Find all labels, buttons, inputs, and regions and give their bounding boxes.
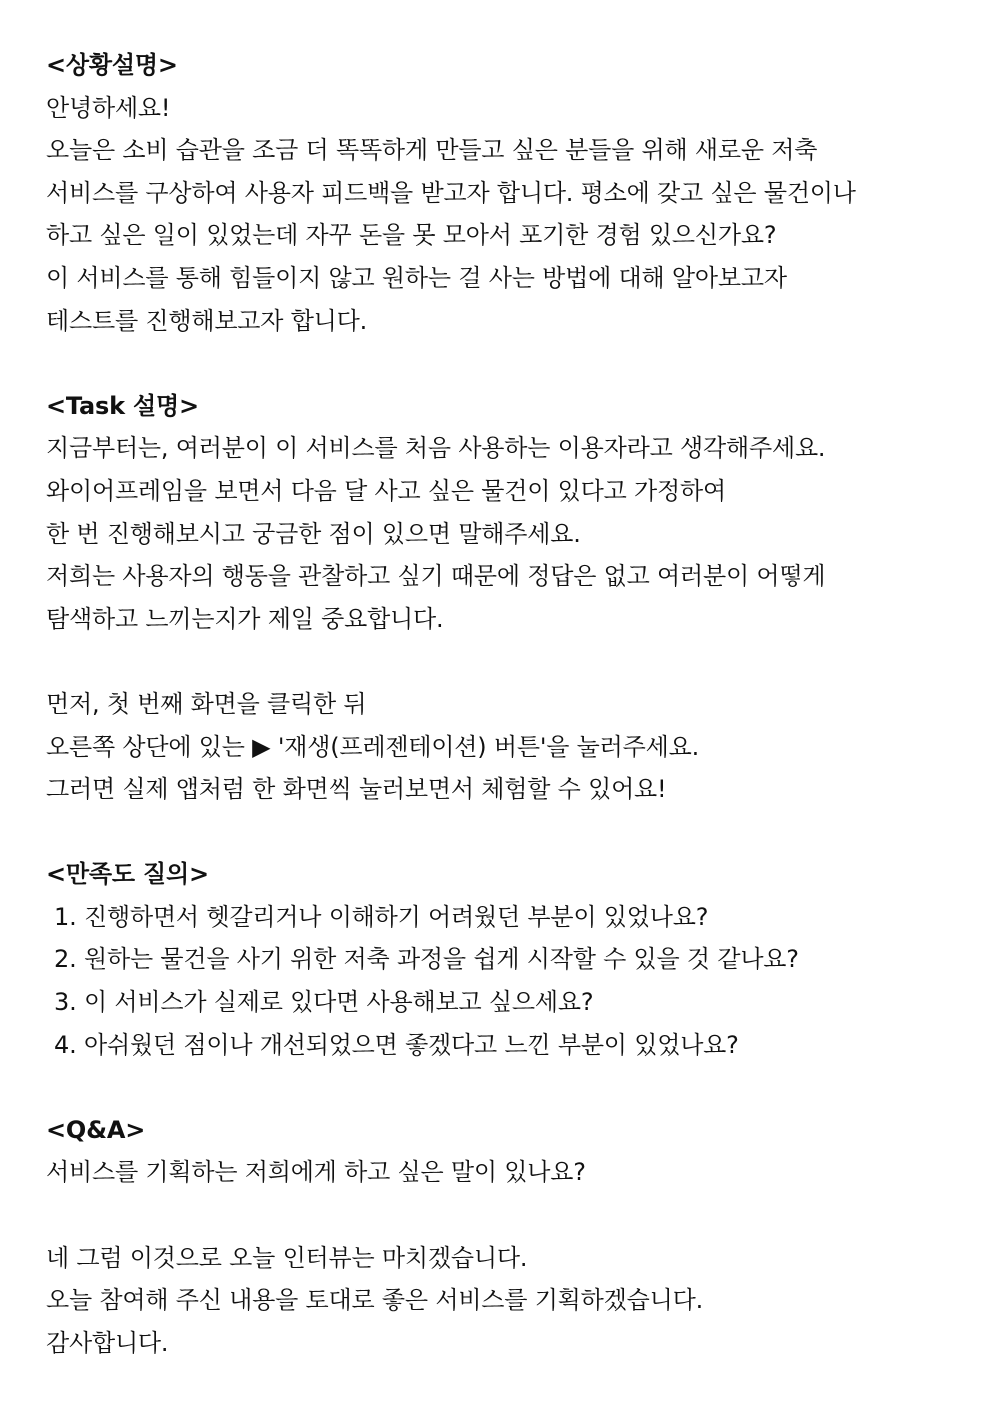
satisfaction-question <box>46 981 954 1024</box>
situation-line: 이 서비스를 통해 힘들이지 않고 원하는 걸 사는 방법에 대해 알아보고자 <box>46 263 787 292</box>
section-spacer <box>46 640 954 683</box>
task-line: 지금부터는, 여러분이 이 서비스를 처음 사용하는 이용자라고 생각해주세요. <box>46 434 826 463</box>
question-number: 4. <box>54 1030 77 1059</box>
question-text: 원하는 물건을 사기 위한 저축 과정을 쉽게 시작할 수 있을 것 같나요? <box>84 945 799 974</box>
closing-line: 감사합니다. <box>46 1328 169 1357</box>
question-number: 1. <box>54 902 77 931</box>
qa-question: 서비스를 기획하는 저희에게 하고 싶은 말이 있나요? <box>46 1158 586 1187</box>
situation-line: 오늘은 소비 습관을 조금 더 똑똑하게 만들고 싶은 분들을 위해 새로운 저축 <box>46 136 818 165</box>
section-spacer <box>46 1194 954 1237</box>
situation-line: 테스트를 진행해보고자 합니다. <box>46 306 368 335</box>
satisfaction-question <box>46 896 954 939</box>
instruction-line: 오른쪽 상단에 있는 ▶ '재생(프레젠테이션) 버튼'을 눌러주세요. <box>46 732 699 761</box>
closing-line: 오늘 참여해 주신 내용을 토대로 좋은 서비스를 기획하겠습니다. <box>46 1286 704 1315</box>
satisfaction-heading: <만족도 질의> <box>46 860 209 889</box>
instruction-line: 먼저, 첫 번째 화면을 클릭한 뒤 <box>46 689 367 718</box>
task-heading: <Task 설명> <box>46 391 199 420</box>
task-line: 와이어프레임을 보면서 다음 달 사고 싶은 물건이 있다고 가정하여 <box>46 476 726 505</box>
question-text: 이 서비스가 실제로 있다면 사용해보고 싶으세요? <box>84 988 594 1017</box>
situation-heading: <상황설명> <box>46 51 178 79</box>
question-number: 2. <box>54 945 77 974</box>
situation-line: 서비스를 구상하여 사용자 피드백을 받고자 합니다. 평소에 갖고 싶은 물건이나 <box>46 178 856 207</box>
satisfaction-question <box>46 1024 954 1067</box>
question-text: 아쉬웠던 점이나 개선되었으면 좋겠다고 느낀 부분이 있었나요? <box>84 1030 739 1059</box>
situation-line: 안녕하세요! <box>46 93 171 122</box>
section-spacer <box>46 1066 954 1109</box>
closing-line: 네 그럼 이것으로 오늘 인터뷰는 마치겠습니다. <box>46 1243 528 1272</box>
satisfaction-question <box>46 938 954 981</box>
section-spacer <box>46 342 954 385</box>
question-text: 진행하면서 헷갈리거나 이해하기 어려웠던 부분이 있었나요? <box>84 902 709 931</box>
qa-heading: <Q&A> <box>46 1115 146 1144</box>
task-line: 저희는 사용자의 행동을 관찰하고 싶기 때문에 정답은 없고 여러분이 어떻게 <box>46 562 826 591</box>
task-line: 한 번 진행해보시고 궁금한 점이 있으면 말해주세요. <box>46 519 581 548</box>
question-number: 3. <box>54 988 77 1017</box>
task-line: 탐색하고 느끼는지가 제일 중요합니다. <box>46 604 444 633</box>
instruction-line: 그러면 실제 앱처럼 한 화면씩 눌러보면서 체험할 수 있어요! <box>46 775 667 804</box>
section-spacer <box>46 811 954 854</box>
situation-line: 하고 싶은 일이 있었는데 자꾸 돈을 못 모아서 포기한 경험 있으신가요? <box>46 221 777 250</box>
